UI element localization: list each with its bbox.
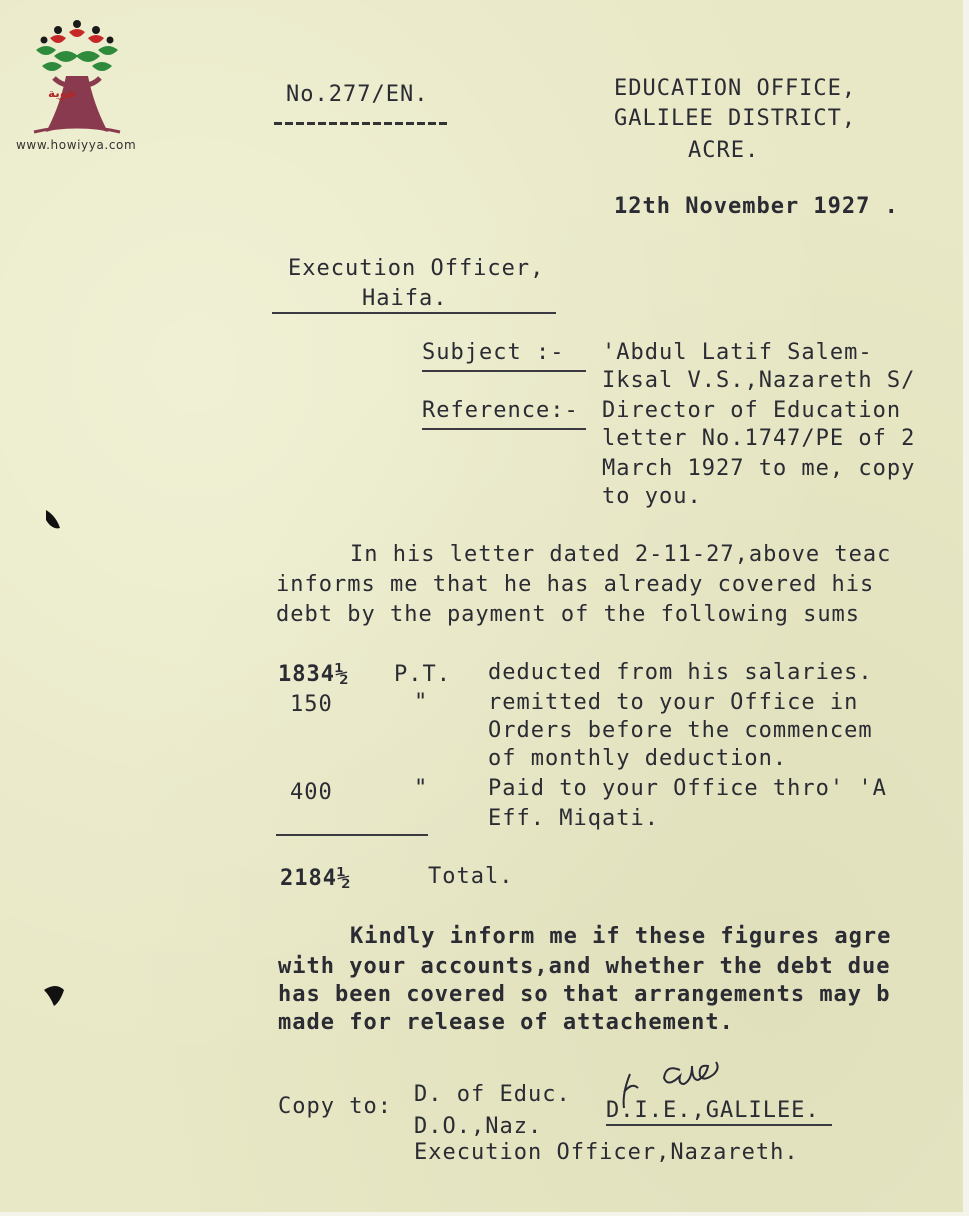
office-line-3: ACRE.	[688, 138, 760, 163]
item-2-amount: 150	[290, 692, 333, 717]
item-2-unit: "	[414, 690, 429, 715]
paragraph-2-line-2: with your accounts,and whether the debt due	[278, 954, 891, 979]
paragraph-2-line-4: made for release of attachement.	[278, 1010, 734, 1035]
item-3-description-line-1: Paid to your Office thro' 'A	[488, 776, 887, 801]
paragraph-1-line-2: informs me that he has already covered his	[276, 572, 875, 597]
item-2-description-line-2: Orders before the commencem	[488, 718, 873, 743]
letter-date: 12th November 1927 .	[614, 194, 899, 219]
item-1-amount: 1834½	[278, 662, 350, 687]
handwritten-initials	[610, 1040, 760, 1120]
paragraph-1-line-1: In his letter dated 2-11-27,above teac	[350, 542, 892, 567]
subject-label: Subject :-	[422, 340, 565, 365]
scan-edge-bottom	[0, 1212, 969, 1216]
reference-number: No.277/EN.	[286, 82, 429, 107]
item-2-description-line-3: of monthly deduction.	[488, 746, 788, 771]
addressee-underline	[272, 312, 556, 314]
item-3-unit: "	[414, 776, 429, 801]
copy-to-label: Copy to:	[278, 1094, 392, 1119]
subject-line-2: Iksal V.S.,Nazareth S/	[602, 368, 916, 393]
copy-recipient-1: D. of Educ.	[414, 1082, 571, 1107]
reference-line-4: to you.	[602, 484, 702, 509]
reference-line-2: letter No.1747/PE of 2	[602, 426, 916, 451]
reference-number-underline	[274, 122, 450, 125]
subject-line-1: 'Abdul Latif Salem-	[602, 340, 873, 365]
addressee-line-2: Haifa.	[362, 286, 448, 311]
ink-blot-upper	[40, 506, 70, 536]
copy-recipient-3: Execution Officer,Nazareth.	[414, 1140, 799, 1165]
paragraph-2-line-3: has been covered so that arrangements may b	[278, 982, 891, 1007]
total-amount: 2184½	[280, 866, 352, 891]
copy-recipient-2: D.O.,Naz.	[414, 1114, 543, 1139]
howiyya-logo	[14, 16, 140, 156]
item-1-description: deducted from his salaries.	[488, 660, 873, 685]
item-2-description-line-1: remitted to your Office in	[488, 690, 859, 715]
reference-label-underline	[422, 428, 586, 430]
sum-rule	[276, 834, 428, 836]
reference-line-3: March 1927 to me, copy	[602, 456, 916, 481]
paragraph-1-line-3: debt by the payment of the following sums	[276, 602, 861, 627]
paragraph-2-line-1: Kindly inform me if these figures agre	[350, 924, 892, 949]
ink-blot-lower	[40, 980, 70, 1010]
subject-label-underline	[422, 370, 586, 372]
office-line-2: GALILEE DISTRICT,	[614, 106, 857, 131]
addressee-line-1: Execution Officer,	[288, 256, 545, 281]
signatory-underline	[606, 1124, 832, 1126]
total-label: Total.	[428, 864, 514, 889]
item-3-amount: 400	[290, 780, 333, 805]
logo-site-url: www.howiyya.com	[16, 138, 137, 152]
item-3-description-line-2: Eff. Miqati.	[488, 806, 659, 831]
reference-line-1: Director of Education	[602, 398, 902, 423]
logo-arabic-text: هوية	[48, 86, 76, 100]
item-1-unit: P.T.	[394, 662, 451, 687]
office-line-1: EDUCATION OFFICE,	[614, 76, 857, 101]
signatory-title: D.I.E.,GALILEE.	[606, 1098, 820, 1123]
scan-edge-right	[963, 0, 969, 1216]
reference-label: Reference:-	[422, 398, 579, 423]
